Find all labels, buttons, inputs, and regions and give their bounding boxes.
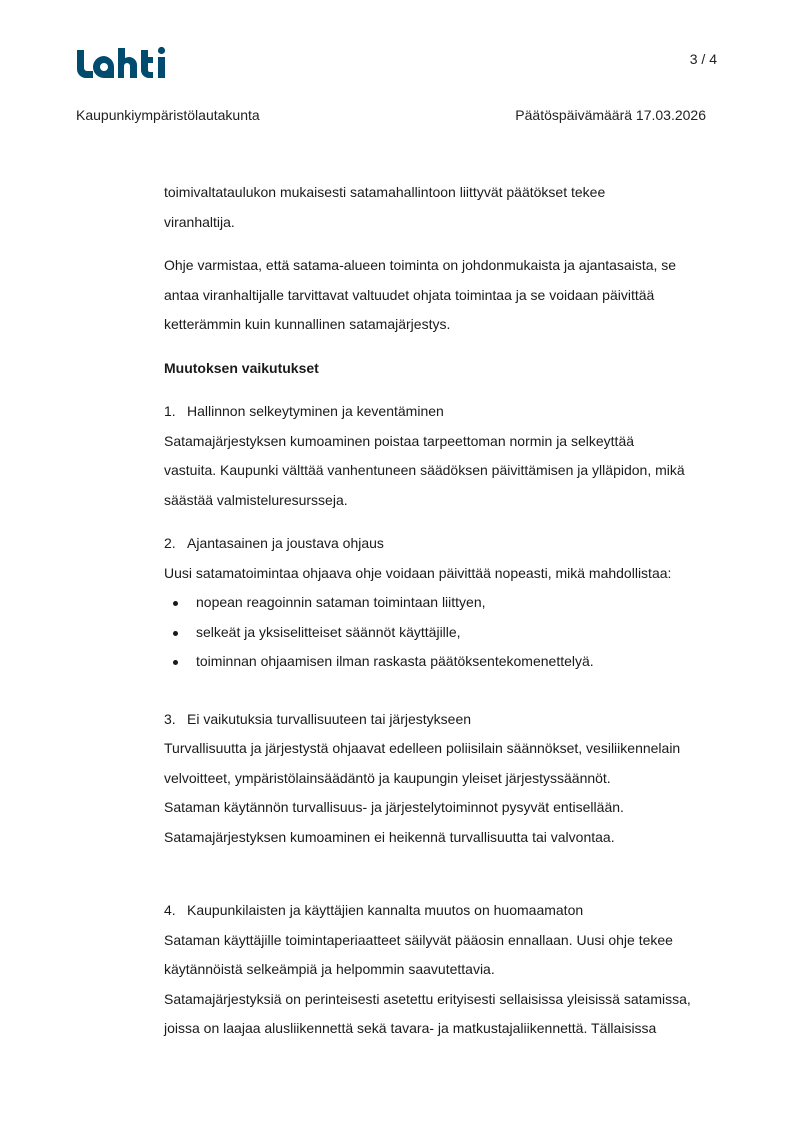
bullet-list: [164, 588, 724, 677]
bullet-item: [164, 647, 724, 677]
text-line: Satamajärjestyksen kumoaminen poistaa tarpeettoman normin ja selkeyttää: [164, 432, 635, 449]
department-name: Kaupunkiympäristölautakunta: [76, 107, 260, 123]
impact-item-1: [164, 397, 724, 515]
text-line: Turvallisuutta ja järjestystä ohjaavat edelleen poliisilain säännökset, vesiliikennelain: [164, 740, 681, 756]
bullet-item: [164, 588, 724, 618]
item-title-row: [164, 529, 724, 559]
purpose-paragraph: [164, 251, 724, 340]
bullet-text: nopean reagoinnin sataman toimintaan liittyen,: [196, 594, 486, 610]
document-body: [164, 178, 724, 1044]
text-line: antaa viranhaltijalle tarvittavat valtuudet ohjata toimintaa ja se voidaan päivittää: [164, 286, 655, 303]
item-title-row: [164, 397, 724, 427]
decision-date: Päätöspäivämäärä 17.03.2026: [515, 107, 706, 123]
item-number: 3.: [164, 710, 176, 727]
lahti-logo-mark: [76, 44, 168, 84]
text-line: Sataman käyttäjille toimintaperiaatteet säilyvät pääosin ennallaan. Uusi ohje tekee: [164, 931, 673, 948]
text-line: ketterämmin kuin kunnallinen satamajärjestys.: [164, 316, 451, 332]
bullet-icon: [173, 601, 178, 606]
bullet-icon: [173, 660, 178, 665]
text-line: käytännöistä selkeämpiä ja helpommin saavutettavia.: [164, 961, 495, 977]
text-line: Satamajärjestyksen kumoaminen ei heikennä turvallisuutta tai valvontaa.: [164, 828, 615, 845]
text-line: vastuita. Kaupunki välttää vanhentuneen säädöksen päivittämisen ja ylläpidon, mikä: [164, 462, 685, 478]
text-line: säästää valmisteluresursseja.: [164, 491, 348, 508]
item-title: Ajantasainen ja joustava ohjaus: [187, 535, 384, 551]
text-line: joissa on laajaa alusliikennettä sekä tavara- ja matkustajaliikennettä. Tällaisissa: [164, 1020, 657, 1036]
bullet-item: [164, 618, 724, 648]
item-number: 2.: [164, 535, 176, 551]
bullet-text: toiminnan ohjaamisen ilman raskasta päätöksentekomenettelyä.: [196, 653, 594, 669]
bullet-text: selkeät ja yksiselitteiset säännöt käyttäjille,: [196, 623, 461, 640]
item-title: Ei vaikutuksia turvallisuuteen tai järjestykseen: [187, 710, 472, 727]
item-title: Hallinnon selkeytyminen ja keventäminen: [187, 403, 444, 419]
impact-item-4: [164, 896, 724, 1044]
text-line: Ohje varmistaa, että satama-alueen toiminta on johdonmukaista ja ajantasaista, se: [164, 257, 677, 273]
item-number: 4.: [164, 902, 176, 918]
item-title: Kaupunkilaisten ja käyttäjien kannalta muutos on huomaamaton: [187, 902, 584, 918]
bullet-icon: [173, 631, 178, 636]
page-number: 3 / 4: [689, 51, 717, 67]
section-heading: Muutoksen vaikutukset: [164, 359, 319, 376]
text-line: velvoitteet, ympäristölainsäädäntö ja kaupungin yleiset järjestyssäännöt.: [164, 769, 611, 786]
text-line: Uusi satamatoimintaa ohjaava ohje voidaan päivittää nopeasti, mikä mahdollistaa:: [164, 564, 672, 581]
text-line: Sataman käytännön turvallisuus- ja järjestelytoiminnot pysyvät entisellään.: [164, 799, 624, 815]
text-line: viranhaltija.: [164, 213, 235, 230]
item-title-row: [164, 705, 724, 735]
item-title-row: [164, 896, 724, 926]
impact-item-3: [164, 705, 724, 853]
text-line: Satamajärjestyksiä on perinteisesti asetettu erityisesti sellaisissa yleisissä satamissa,: [164, 990, 691, 1007]
intro-paragraph: [164, 178, 724, 237]
lahti-logo: [76, 44, 168, 84]
text-line: toimivaltataulukon mukaisesti satamahallintoon liittyvät päätökset tekee: [164, 184, 606, 200]
item-number: 1.: [164, 403, 176, 419]
impact-item-2: [164, 529, 724, 677]
